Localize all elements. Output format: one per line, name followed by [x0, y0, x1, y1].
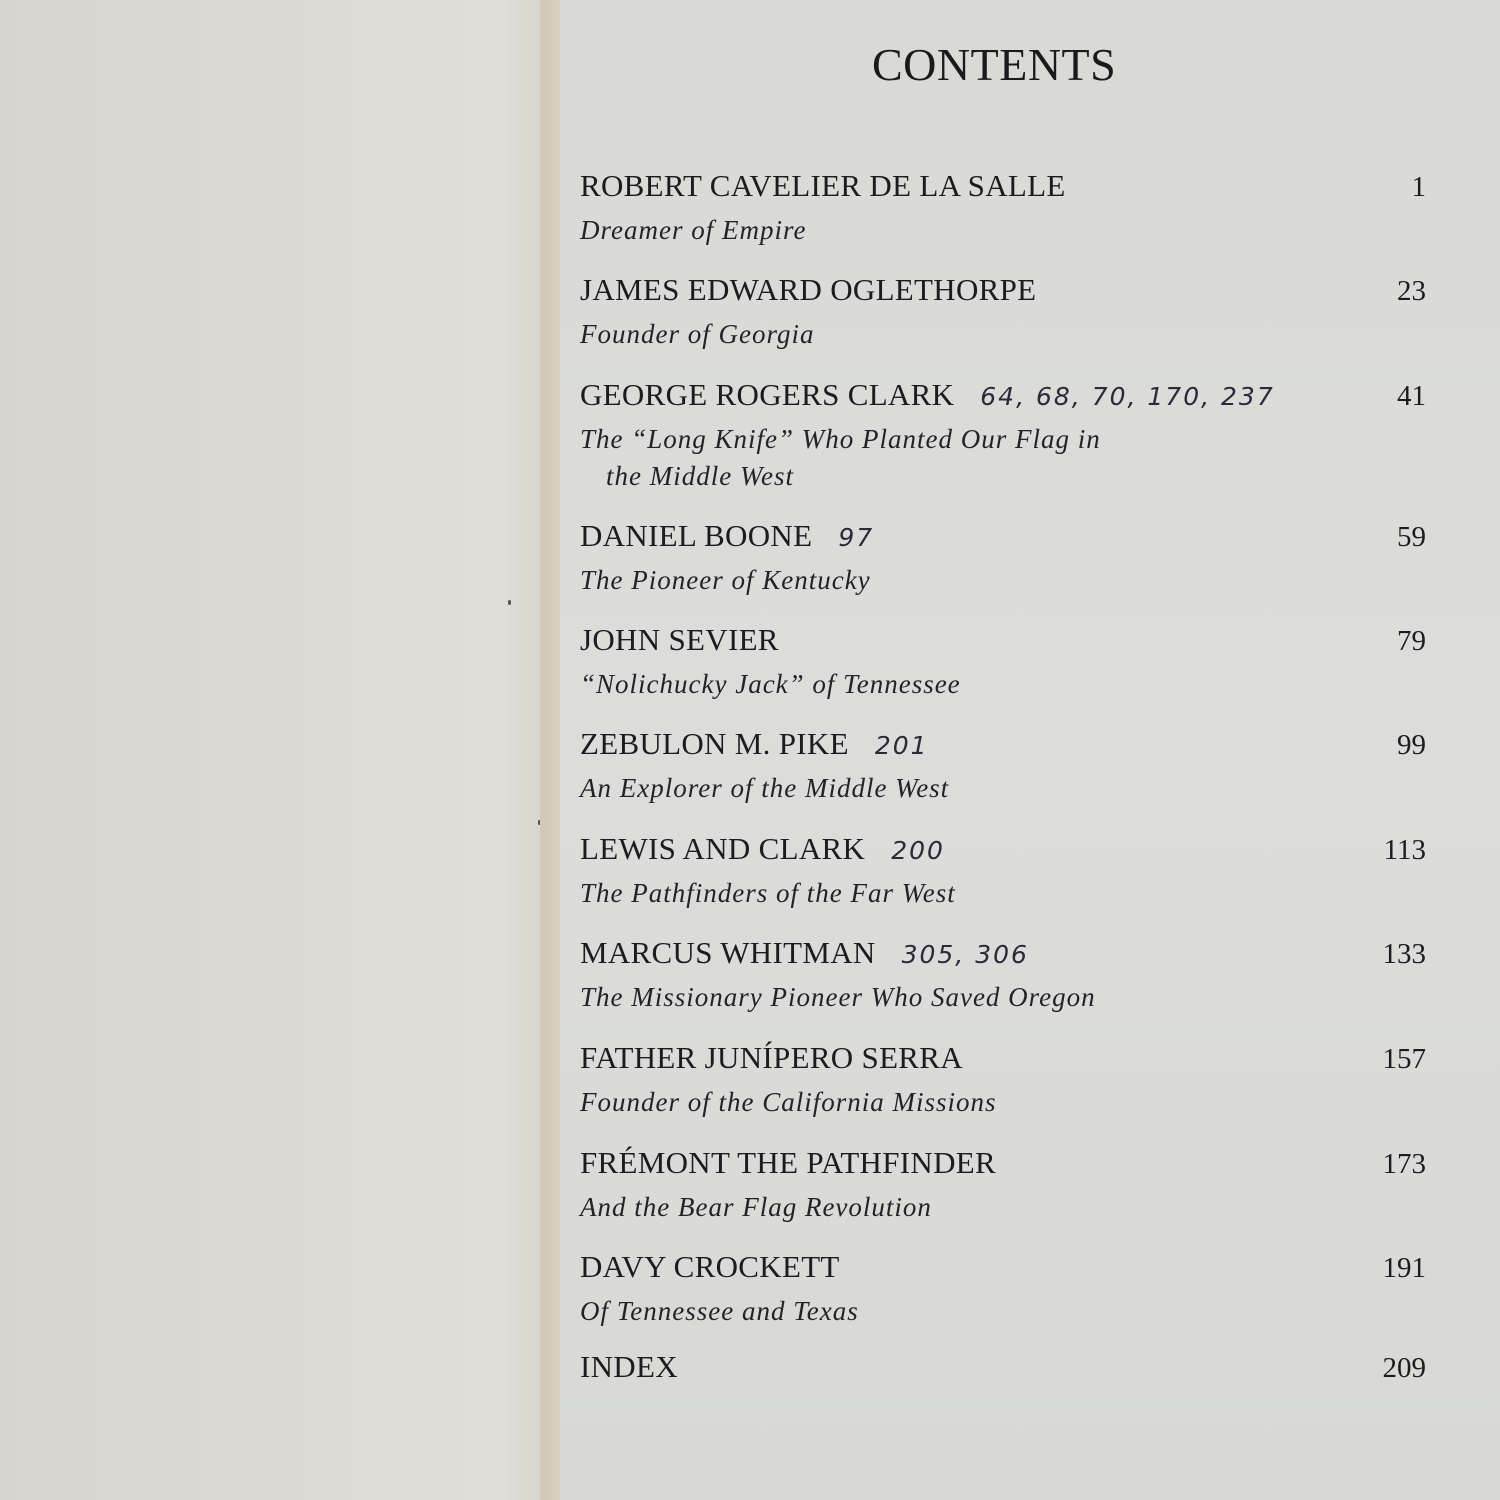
entry-subtitle: The Pioneer of Kentucky	[580, 565, 871, 595]
entry-title	[580, 518, 874, 554]
entry-page-number: 79	[1397, 625, 1426, 657]
toc-entry-index	[580, 1329, 1430, 1385]
left-blank-page	[0, 0, 545, 1500]
entry-subtitle: Founder of the California Missions	[580, 1087, 997, 1117]
entry-title: FRÉMONT THE PATHFINDER	[580, 1145, 996, 1180]
toc-entry	[580, 622, 1430, 726]
entry-page-number: 99	[1397, 729, 1426, 761]
handwritten-note: 97	[838, 523, 875, 552]
toc-entry	[580, 518, 1430, 622]
handwritten-note: 200	[891, 836, 945, 865]
toc-entry	[580, 831, 1430, 935]
entry-subtitle: “Nolichucky Jack” of Tennessee	[580, 669, 961, 699]
entry-title: ROBERT CAVELIER DE LA SALLE	[580, 168, 1066, 203]
entry-page-number: 133	[1382, 938, 1426, 970]
handwritten-note: 201	[874, 731, 929, 760]
entry-title-text: DANIEL BOONE	[580, 518, 813, 553]
entry-title: DAVY CROCKETT	[580, 1249, 840, 1284]
toc-entry	[580, 1040, 1430, 1145]
entry-subtitle-line2: the Middle West	[606, 461, 794, 491]
handwritten-note: 64, 68, 70, 170, 237	[980, 382, 1275, 411]
entry-page-number: 157	[1382, 1043, 1426, 1075]
toc-entry	[580, 1145, 1430, 1249]
entry-title-text: MARCUS WHITMAN	[580, 935, 876, 970]
entry-page-number: 191	[1382, 1252, 1426, 1284]
entry-page-number: 173	[1382, 1148, 1426, 1180]
entry-subtitle: An Explorer of the Middle West	[580, 773, 950, 803]
entry-subtitle	[580, 421, 1430, 495]
entry-title	[580, 935, 1029, 971]
entry-title: INDEX	[580, 1349, 678, 1384]
entry-title	[580, 726, 929, 762]
entry-subtitle: Dreamer of Empire	[580, 215, 807, 245]
toc-entry	[580, 168, 1430, 272]
entry-page-number: 23	[1397, 275, 1426, 307]
entry-subtitle: Of Tennessee and Texas	[580, 1296, 859, 1326]
entry-title: FATHER JUNÍPERO SERRA	[580, 1040, 963, 1075]
entry-title-text: ZEBULON M. PIKE	[580, 726, 849, 761]
entry-title: JOHN SEVIER	[580, 622, 779, 657]
entry-title-text: GEORGE ROGERS CLARK	[580, 377, 955, 412]
toc-entry	[580, 935, 1430, 1040]
page-title: CONTENTS	[872, 39, 1117, 90]
table-of-contents	[580, 168, 1430, 1385]
entry-subtitle: And the Bear Flag Revolution	[580, 1192, 932, 1222]
entry-subtitle: Founder of Georgia	[580, 319, 815, 349]
toc-entry	[580, 377, 1430, 518]
entry-page-number: 1	[1411, 171, 1426, 203]
paper-speck	[508, 600, 511, 605]
entry-page-number: 59	[1397, 521, 1426, 553]
toc-entry	[580, 726, 1430, 831]
entry-title	[580, 831, 945, 867]
entry-subtitle: The Pathfinders of the Far West	[580, 878, 956, 908]
entry-title	[580, 377, 1275, 413]
toc-entry	[580, 1249, 1430, 1329]
entry-page-number: 41	[1397, 380, 1426, 412]
entry-page-number: 209	[1382, 1352, 1426, 1384]
toc-entry	[580, 272, 1430, 377]
entry-page-number: 113	[1383, 834, 1426, 866]
entry-title: JAMES EDWARD OGLETHORPE	[580, 272, 1037, 307]
entry-subtitle-line1: The “Long Knife” Who Planted Our Flag in	[580, 424, 1101, 454]
handwritten-note: 305, 306	[901, 940, 1029, 969]
entry-title-text: LEWIS AND CLARK	[580, 831, 866, 866]
entry-subtitle: The Missionary Pioneer Who Saved Oregon	[580, 982, 1096, 1012]
